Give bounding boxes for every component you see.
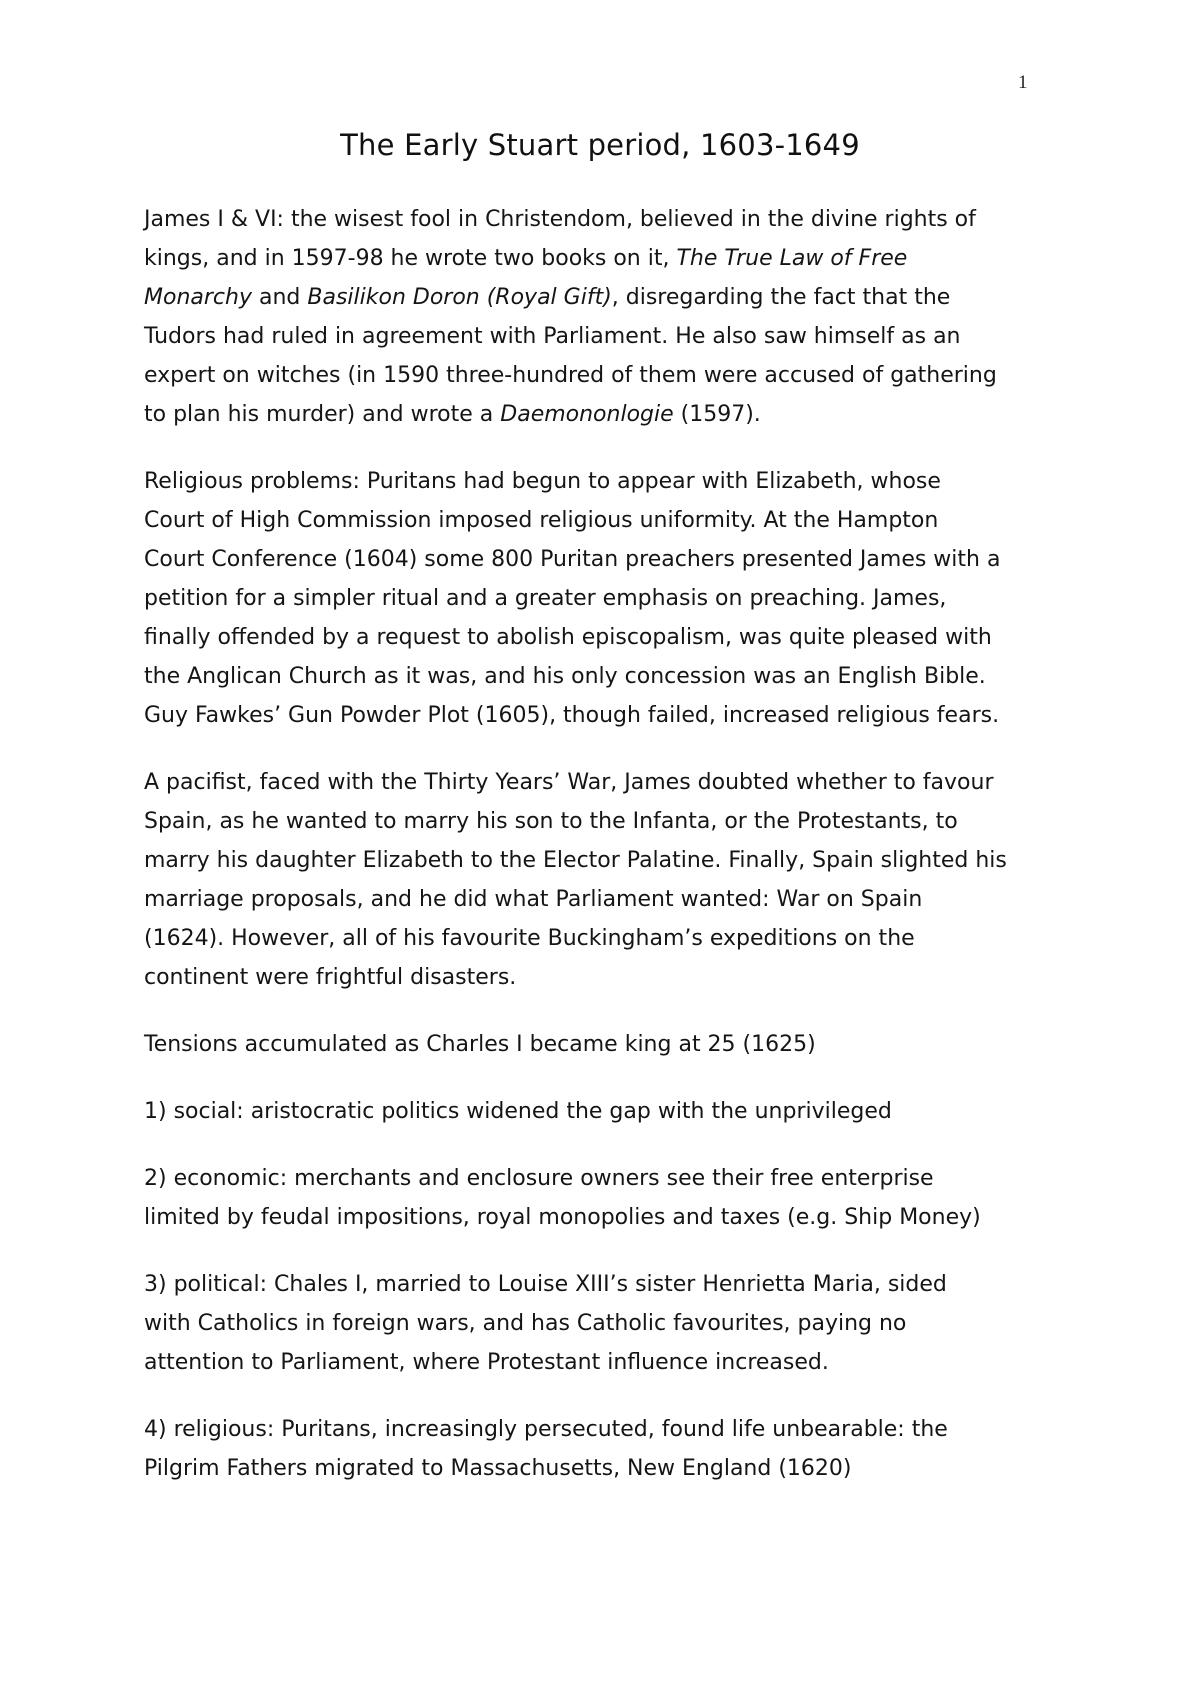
text-segment: limited by feudal impositions, royal monopolies and taxes (e.g. Ship Money)	[144, 1205, 981, 1230]
text-segment: James I & VI: the wisest fool in Christendom, believed in the divine rights of	[144, 207, 976, 232]
text-segment: finally offended by a request to abolish episcopalism, was quite pleased with	[144, 625, 992, 650]
text-segment: marry his daughter Elizabeth to the Elector Palatine. Finally, Spain slighted his	[144, 848, 1007, 873]
text-line	[144, 880, 1129, 919]
text-line	[144, 462, 1129, 501]
text-line	[144, 1025, 1129, 1064]
paragraph	[144, 1410, 1129, 1488]
text-line	[144, 958, 1129, 997]
italic-title-text: Monarchy	[144, 285, 252, 310]
page-number: 1	[1018, 72, 1028, 93]
text-line	[144, 618, 1129, 657]
text-segment: Spain, as he wanted to marry his son to the Infanta, or the Protestants, to	[144, 809, 958, 834]
text-segment: A pacifist, faced with the Thirty Years’ War, James doubted whether to favour	[144, 770, 994, 795]
text-segment: (1597).	[673, 402, 761, 427]
text-segment: and	[251, 285, 308, 310]
italic-title-text: Daemononlogie	[500, 402, 674, 427]
text-segment: attention to Parliament, where Protestant influence increased.	[144, 1350, 829, 1375]
text-line	[144, 1304, 1129, 1343]
text-line	[144, 540, 1129, 579]
paragraph	[144, 1092, 1129, 1131]
text-line	[144, 841, 1129, 880]
text-line	[144, 239, 1129, 278]
text-segment: Court Conference (1604) some 800 Puritan preachers presented James with a	[144, 547, 1001, 572]
page-title: The Early Stuart period, 1603-1649	[340, 128, 860, 162]
paragraph	[144, 200, 1129, 434]
text-line	[144, 1343, 1129, 1382]
text-segment: kings, and in 1597-98 he wrote two books on it,	[144, 246, 677, 271]
italic-title-text: Basilikon Doron (Royal Gift)	[307, 285, 612, 310]
text-segment: 2) economic: merchants and enclosure owners see their free enterprise	[144, 1166, 934, 1191]
text-line	[144, 696, 1129, 735]
text-segment: with Catholics in foreign wars, and has Catholic favourites, paying no	[144, 1311, 907, 1336]
text-line	[144, 395, 1129, 434]
text-line	[144, 317, 1129, 356]
text-line	[144, 1265, 1129, 1304]
text-segment: petition for a simpler ritual and a greater emphasis on preaching. James,	[144, 586, 947, 611]
text-segment: to plan his murder) and wrote a	[144, 402, 501, 427]
text-segment: marriage proposals, and he did what Parliament wanted: War on Spain	[144, 887, 923, 912]
paragraph	[144, 1265, 1129, 1382]
text-line	[144, 278, 1129, 317]
text-line	[144, 763, 1129, 802]
paragraph	[144, 462, 1129, 735]
text-line	[144, 501, 1129, 540]
text-line	[144, 579, 1129, 618]
text-segment: continent were frightful disasters.	[144, 965, 517, 990]
paragraph	[144, 1159, 1129, 1237]
text-line	[144, 356, 1129, 395]
text-segment: (1624). However, all of his favourite Buckingham’s expeditions on the	[144, 926, 915, 951]
document-body	[144, 200, 1129, 1516]
paragraph	[144, 1025, 1129, 1064]
text-segment: 3) political: Chales I, married to Louise XIII’s sister Henrietta Maria, sided	[144, 1272, 947, 1297]
text-line	[144, 1410, 1129, 1449]
text-segment: Tensions accumulated as Charles I became king at 25 (1625)	[144, 1032, 816, 1057]
text-segment: the Anglican Church as it was, and his only concession was an English Bible.	[144, 664, 986, 689]
text-segment: Tudors had ruled in agreement with Parliament. He also saw himself as an	[144, 324, 961, 349]
text-segment: , disregarding the fact that the	[611, 285, 951, 310]
text-line	[144, 802, 1129, 841]
text-line	[144, 1092, 1129, 1131]
text-line	[144, 919, 1129, 958]
text-segment: 4) religious: Puritans, increasingly persecuted, found life unbearable: the	[144, 1417, 948, 1442]
text-line	[144, 200, 1129, 239]
text-segment: 1) social: aristocratic politics widened the gap with the unprivileged	[144, 1099, 892, 1124]
text-segment: expert on witches (in 1590 three-hundred of them were accused of gathering	[144, 363, 997, 388]
text-segment: Religious problems: Puritans had begun to appear with Elizabeth, whose	[144, 469, 941, 494]
text-segment: Pilgrim Fathers migrated to Massachusetts, New England (1620)	[144, 1456, 852, 1481]
text-line	[144, 1198, 1129, 1237]
text-line	[144, 1159, 1129, 1198]
text-line	[144, 1449, 1129, 1488]
paragraph	[144, 763, 1129, 997]
text-segment: Guy Fawkes’ Gun Powder Plot (1605), though failed, increased religious fears.	[144, 703, 1000, 728]
text-line	[144, 657, 1129, 696]
italic-title-text: The True Law of Free	[676, 246, 908, 271]
text-segment: Court of High Commission imposed religious uniformity. At the Hampton	[144, 508, 939, 533]
